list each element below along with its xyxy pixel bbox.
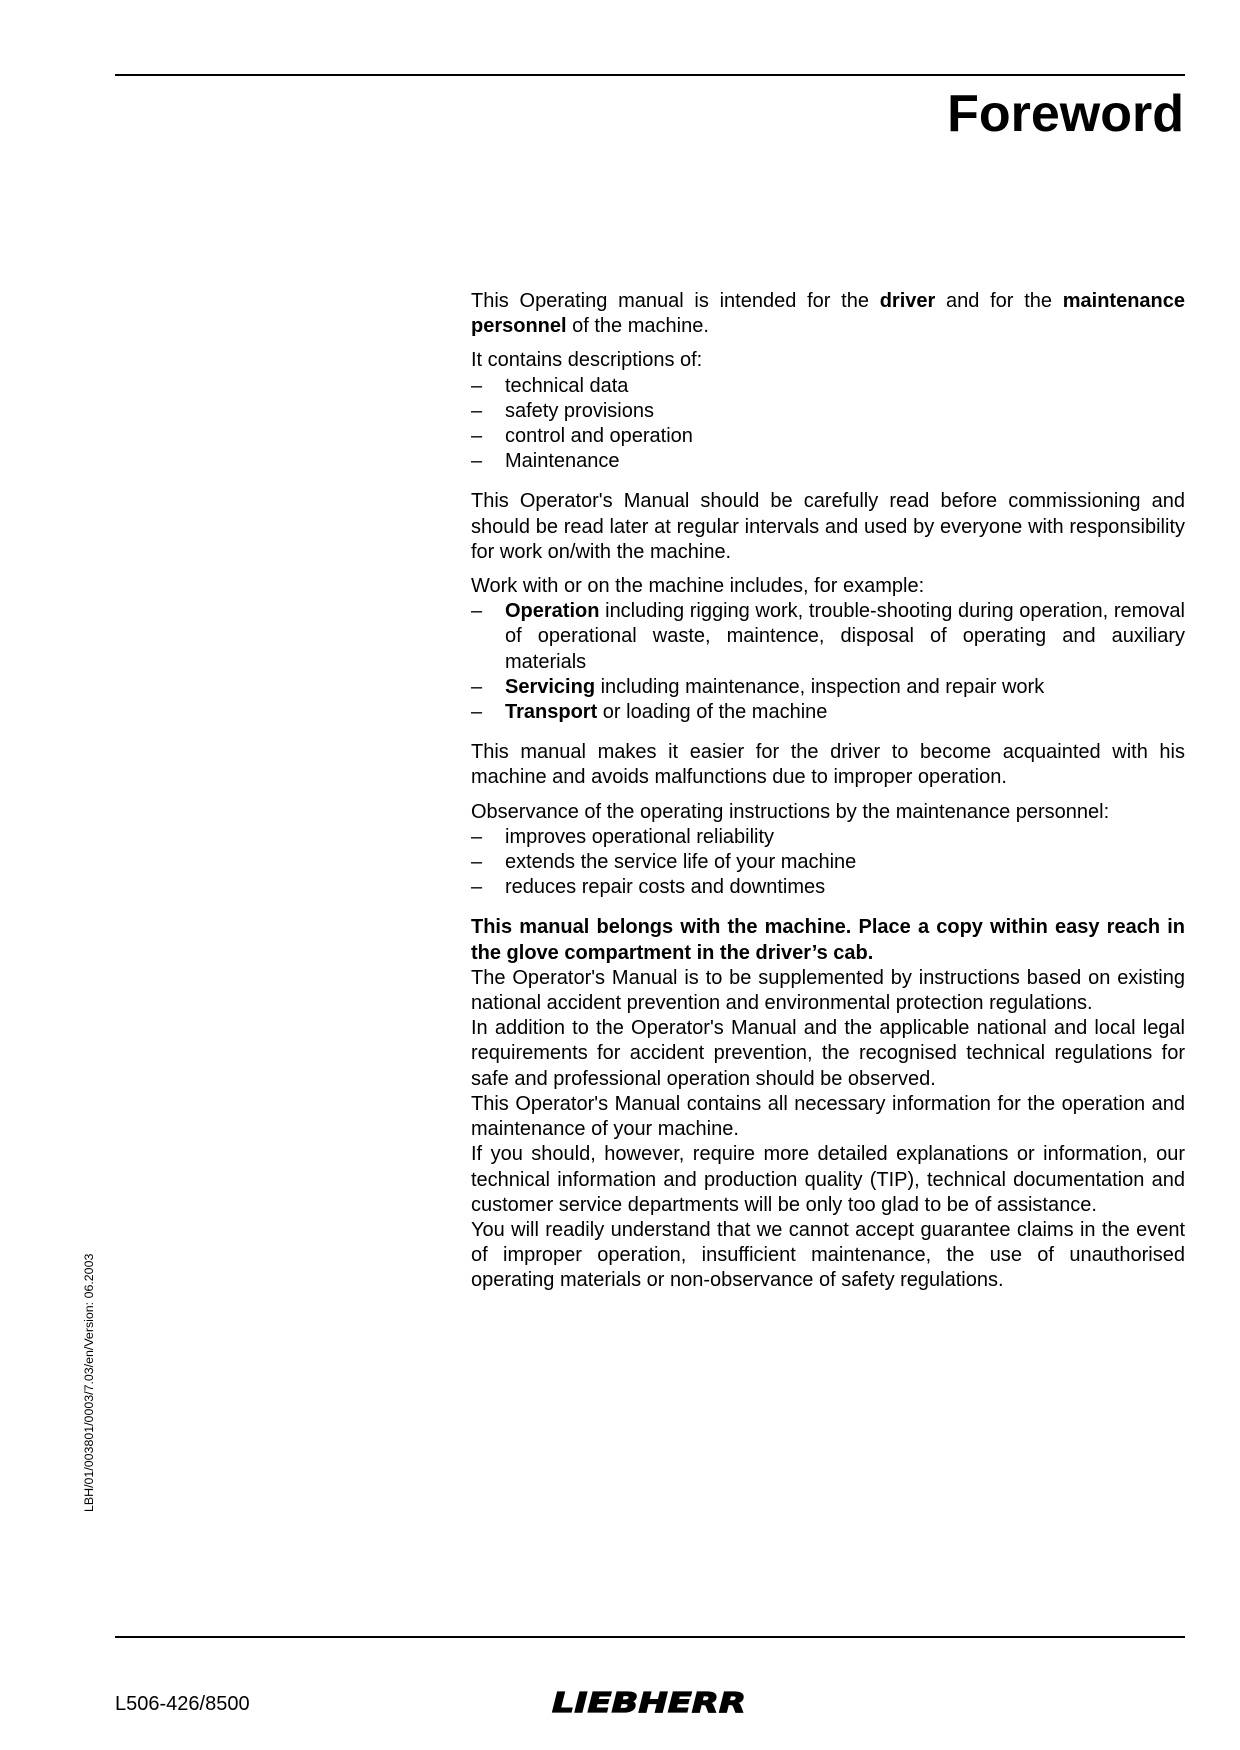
observance-list (471, 825, 1185, 901)
work-list (471, 599, 1185, 725)
supplemented-paragraph: The Operator's Manual is to be supplemented by instructions based on existing national accident prevention and environmental protection regulations. (471, 966, 1185, 1015)
side-reference-note: LBH/01/003801/0003/7.03/en/Version: 06.2003 (82, 1253, 96, 1512)
liebherr-logo (551, 1688, 747, 1714)
list-item: – safety provisions (471, 399, 1185, 424)
body-text (471, 289, 1185, 1294)
list-item: – Operation including rigging work, trouble-shooting during operation, removal of operational waste, maintence, disposal of operating and auxiliary materials (471, 599, 1185, 675)
emphasis-driver: driver (879, 290, 936, 312)
observance-label: Observance of the operating instructions by the maintenance personnel: (471, 800, 1110, 823)
page-title: Foreword (947, 85, 1184, 143)
contains-all-paragraph: This Operator's Manual contains all necessary information for the operation and maintenance of your machine. (471, 1092, 1185, 1141)
list-item: – reduces repair costs and downtimes (471, 875, 1185, 900)
work-label: Work with or on the machine includes, for example: (471, 575, 925, 598)
top-rule (115, 74, 1185, 76)
intro-paragraph: This Operating manual is intended for the driver and for the maintenance personnel of the machine. (471, 290, 1185, 338)
list-item: – control and operation (471, 424, 1185, 449)
bottom-rule (115, 1636, 1185, 1638)
belongs-notice: This manual belongs with the machine. Place a copy within easy reach in the glove compartment in the driver’s cab. (471, 916, 1185, 964)
in-addition-paragraph: In addition to the Operator's Manual and the applicable national and local legal requirements for accident prevention, the recognised technical regulations for safe and professional operation should be observed. (471, 1017, 1185, 1090)
list-item: – extends the service life of your machine (471, 850, 1185, 875)
read-paragraph: This Operator's Manual should be carefully read before commissioning and should be read later at regular intervals and used by everyone with responsibility for work on/with the machine. (471, 490, 1185, 563)
liebherr-logo-text: LIEBHERR (552, 1688, 746, 1714)
footer-document-code: L506-426/8500 (115, 1693, 250, 1715)
easier-paragraph: This manual makes it easier for the driver to become acquainted with his machine and avoids malfunctions due to improper operation. (471, 741, 1185, 789)
list-item: – Transport or loading of the machine (471, 700, 1185, 725)
list-item: – Servicing including maintenance, inspection and repair work (471, 675, 1185, 700)
if-you-paragraph: If you should, however, require more detailed explanations or information, our technical information and production quality (TIP), technical documentation and customer service departments will be only too glad to be of assistance. (471, 1143, 1185, 1216)
list-item: – Maintenance (471, 449, 1185, 474)
contains-label: It contains descriptions of: (471, 349, 703, 372)
list-item: – improves operational reliability (471, 825, 1185, 850)
list-item: – technical data (471, 374, 1185, 399)
emphasis-maintenance-personnel: maintenance personnel (471, 290, 1185, 338)
guarantee-paragraph: You will readily understand that we cannot accept guarantee claims in the event of improper operation, insufficient maintenance, the use of unauthorised operating materials or non-observance of safety regulations. (471, 1218, 1185, 1292)
contains-list (471, 374, 1185, 475)
